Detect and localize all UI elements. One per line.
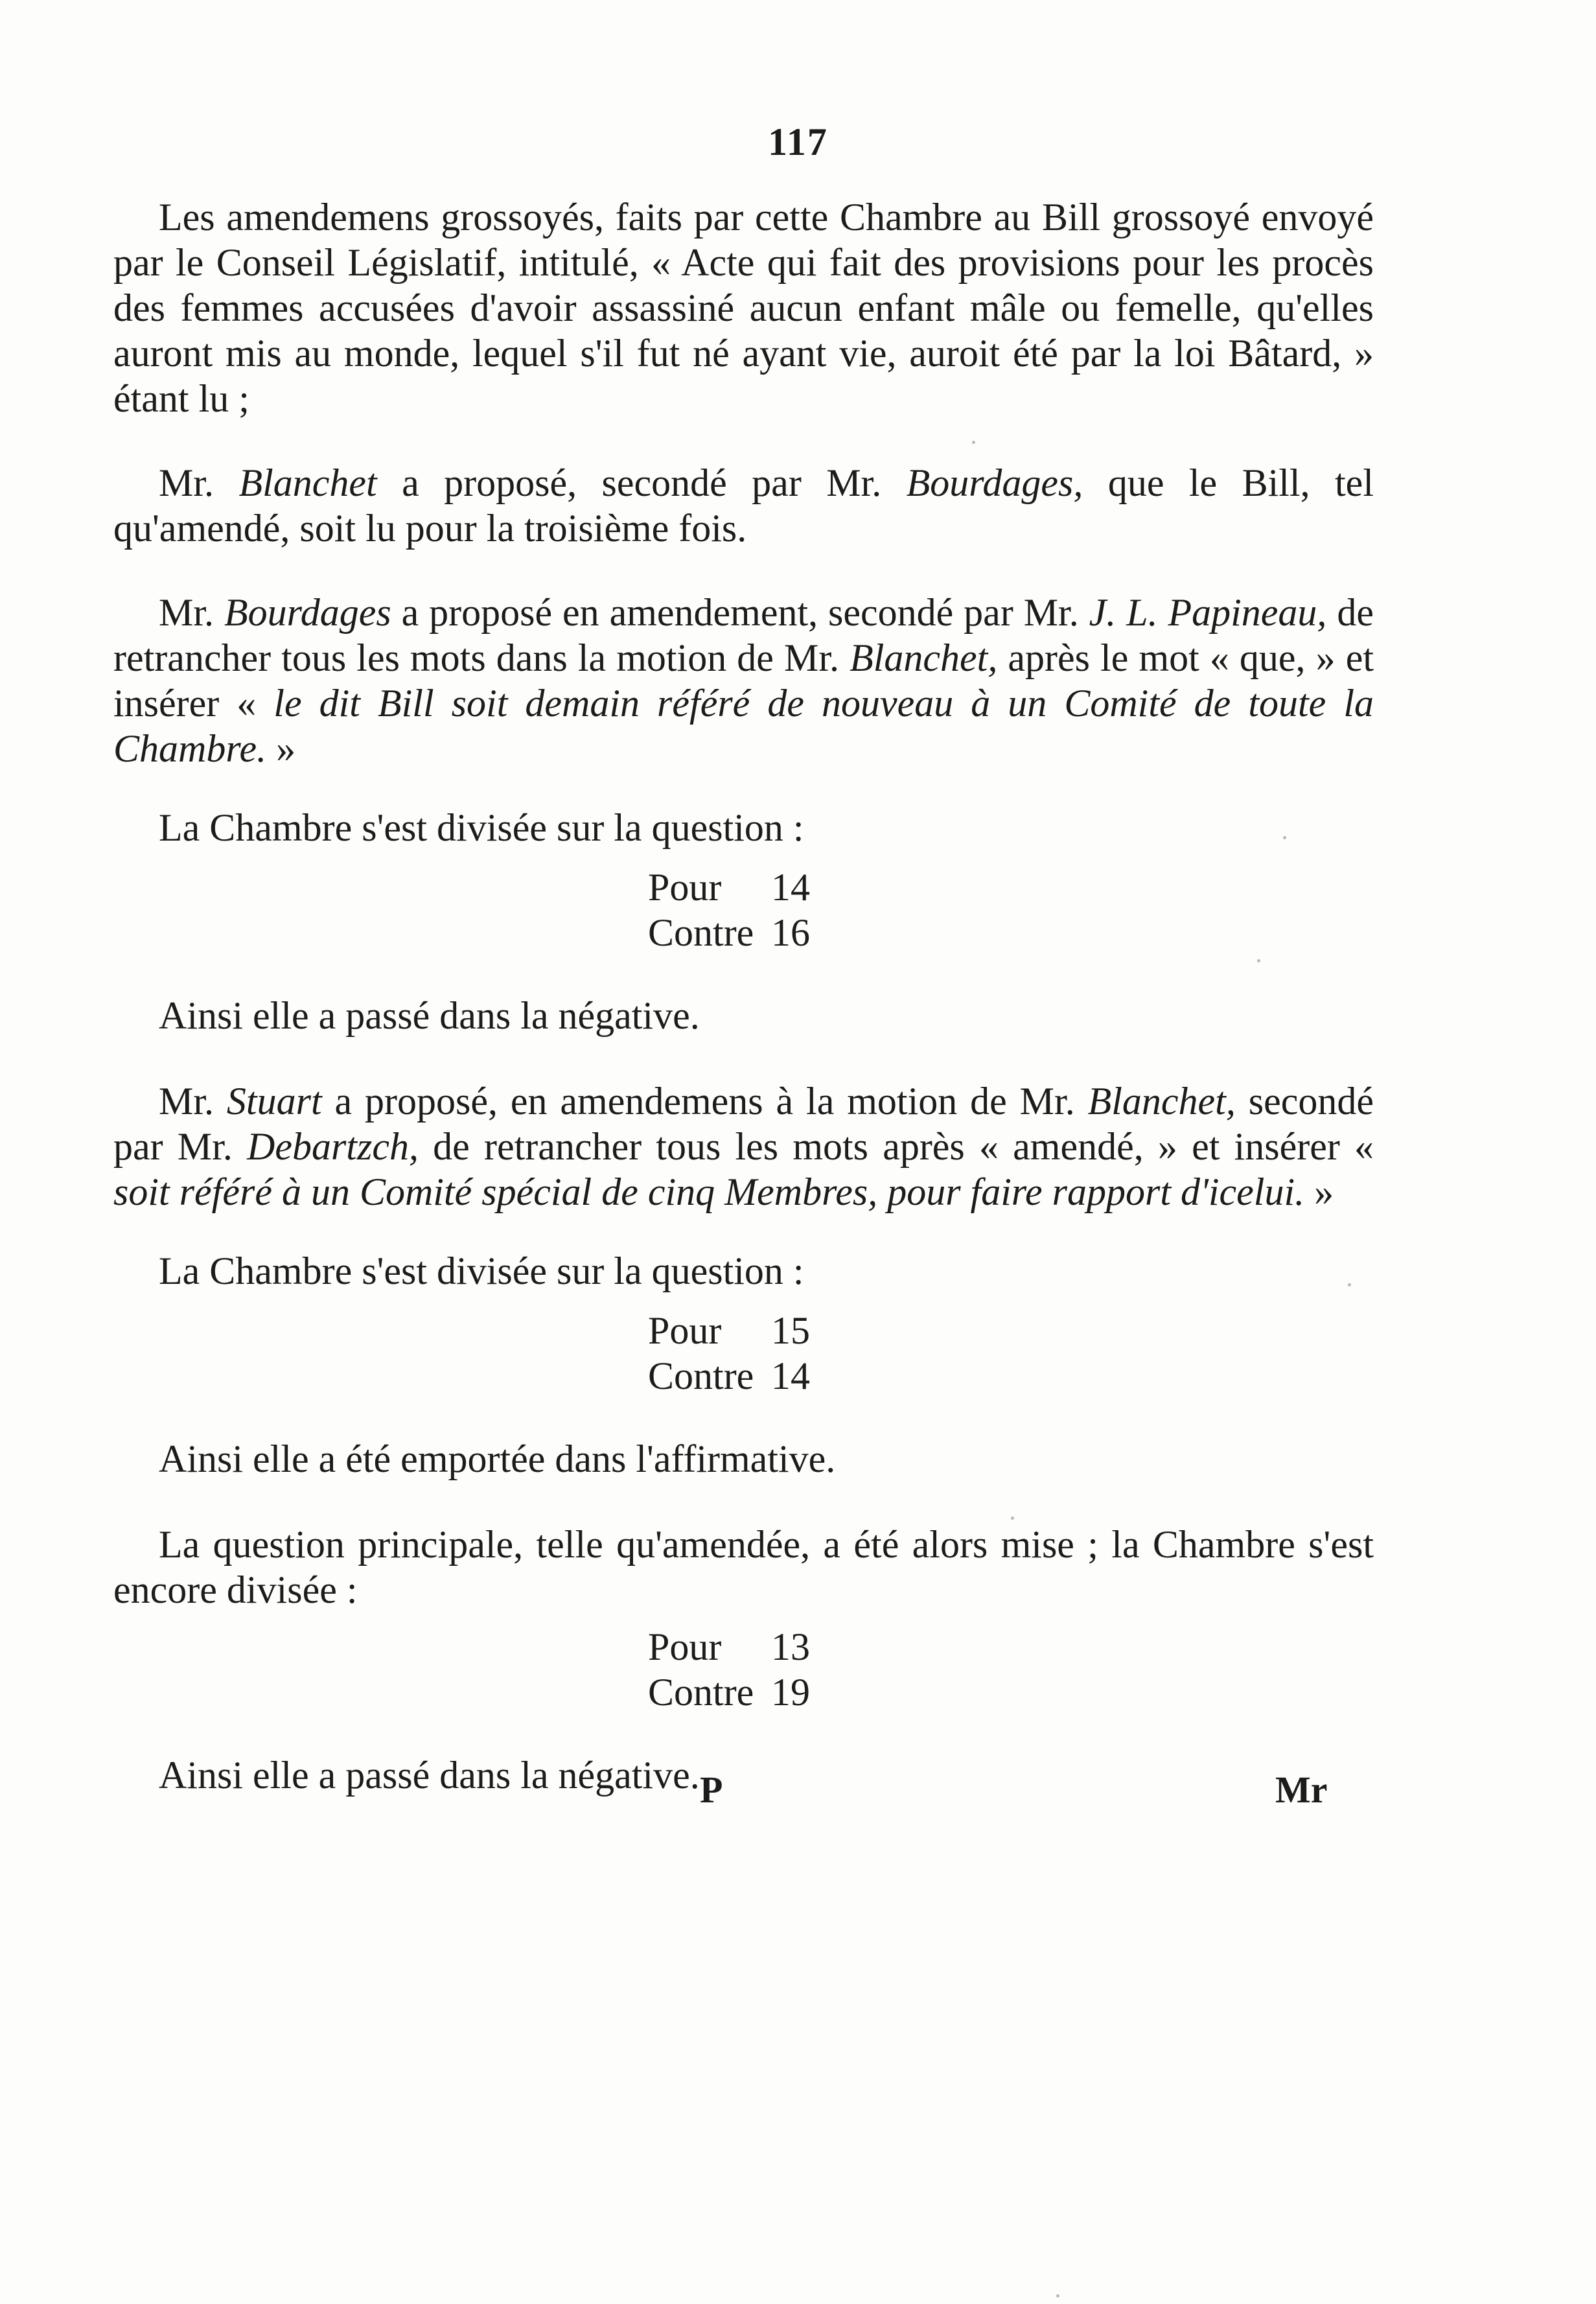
vote-count: 19	[771, 1671, 810, 1714]
vote-row-contre	[648, 1353, 1374, 1399]
page-footer	[0, 1768, 1596, 1820]
vote-label: Contre	[648, 911, 754, 954]
paragraph-stuart-amendment	[113, 1078, 1374, 1215]
text-run: que le Bill, tel qu'amendé, soit lu pour la troisième fois.	[113, 461, 1374, 550]
member-name: Debartzch,	[247, 1125, 419, 1168]
text-run: a proposé en amendement, secondé par Mr.	[391, 591, 1089, 634]
vote-label: Pour	[648, 1625, 722, 1668]
division-statement-1: La Chambre s'est divisée sur la question :	[159, 806, 804, 849]
division-statement-3: La question principale, telle qu'amendée, a été alors mise ; la Chambre s'est encore divisée :	[113, 1523, 1374, 1611]
vote-tally-3	[113, 1624, 1374, 1715]
member-name: Blanchet,	[850, 636, 998, 679]
result-statement-1: Ainsi elle a passé dans la négative.	[159, 994, 700, 1037]
vote-row-pour	[648, 865, 1374, 910]
text-run: Mr.	[159, 591, 224, 634]
scan-speck	[1283, 836, 1286, 839]
text-run: de retrancher tous les mots dans la motion de Mr.	[113, 591, 1374, 679]
vote-row-pour	[648, 1308, 1374, 1353]
page-number: 117	[768, 121, 828, 163]
text-run: a proposé, en amendemens à la motion de Mr.	[321, 1080, 1088, 1123]
text-run: Mr.	[159, 461, 239, 504]
quoted-amendment: le dit Bill soit demain référé de nouveau à un Comité de toute la Chambre.	[113, 682, 1374, 770]
scan-speck	[972, 441, 975, 444]
vote-row-contre	[648, 910, 1374, 955]
member-name: Bourdages,	[906, 461, 1083, 504]
member-name: Blanchet	[238, 461, 377, 504]
text-run: de retrancher tous les mots après « amendé, » et insérer «	[418, 1125, 1374, 1168]
vote-label: Contre	[648, 1671, 754, 1714]
text-run: »	[266, 727, 296, 770]
text-run: secondé par Mr.	[113, 1080, 1374, 1168]
text-run: »	[1304, 1170, 1334, 1213]
text-run: après le mot « que, » et insérer «	[113, 636, 1374, 725]
vote-label: Contre	[648, 1355, 754, 1397]
vote-label: Pour	[648, 866, 722, 909]
member-name: Stuart	[226, 1080, 322, 1123]
result-statement-3: Ainsi elle a passé dans la négative.	[159, 1754, 700, 1797]
member-name: Bourdages	[224, 591, 391, 634]
vote-count: 13	[771, 1625, 810, 1668]
vote-count: 15	[771, 1309, 810, 1352]
quoted-amendment: soit référé à un Comité spécial de cinq Membres, pour faire rapport d'icelui.	[113, 1170, 1305, 1213]
vote-tally-2	[113, 1308, 1374, 1399]
scan-speck	[1348, 1283, 1351, 1286]
text-run: a proposé, secondé par Mr.	[376, 461, 907, 504]
vote-count: 14	[771, 1355, 810, 1397]
paragraph-blanchet-motion	[113, 460, 1374, 551]
vote-count: 16	[771, 911, 810, 954]
vote-tally-1	[113, 865, 1374, 955]
member-name: Blanchet,	[1087, 1080, 1236, 1123]
paragraph-bourdages-amendment	[113, 590, 1374, 771]
paragraph-amendments-read: Les amendemens grossoyés, faits par cette Chambre au Bill grossoyé envoyé par le Conseil Législatif, intitulé, « Acte qui fait des provisions pour les procès des femmes accusées d'avoir assassiné aucun enfant mâle ou femelle, qu'elles auront mis au monde, lequel s'il fut né ayant vie, auroit été par la loi Bâtard, » étant lu ;	[113, 196, 1374, 420]
catchword: Mr	[1275, 1769, 1328, 1811]
result-statement-2: Ainsi elle a été emportée dans l'affirmative.	[159, 1437, 836, 1480]
scan-speck	[1011, 1517, 1014, 1520]
journal-body	[113, 194, 1374, 1798]
vote-row-contre	[648, 1670, 1374, 1715]
vote-label: Pour	[648, 1309, 722, 1352]
vote-count: 14	[771, 866, 810, 909]
text-run: Mr.	[159, 1080, 227, 1123]
division-statement-2: La Chambre s'est divisée sur la question :	[159, 1250, 804, 1292]
scan-speck	[1257, 959, 1260, 962]
vote-row-pour	[648, 1624, 1374, 1670]
signature-mark: P	[700, 1769, 723, 1811]
member-name: J. L. Papineau,	[1089, 591, 1327, 634]
scan-speck	[1056, 2294, 1059, 2298]
